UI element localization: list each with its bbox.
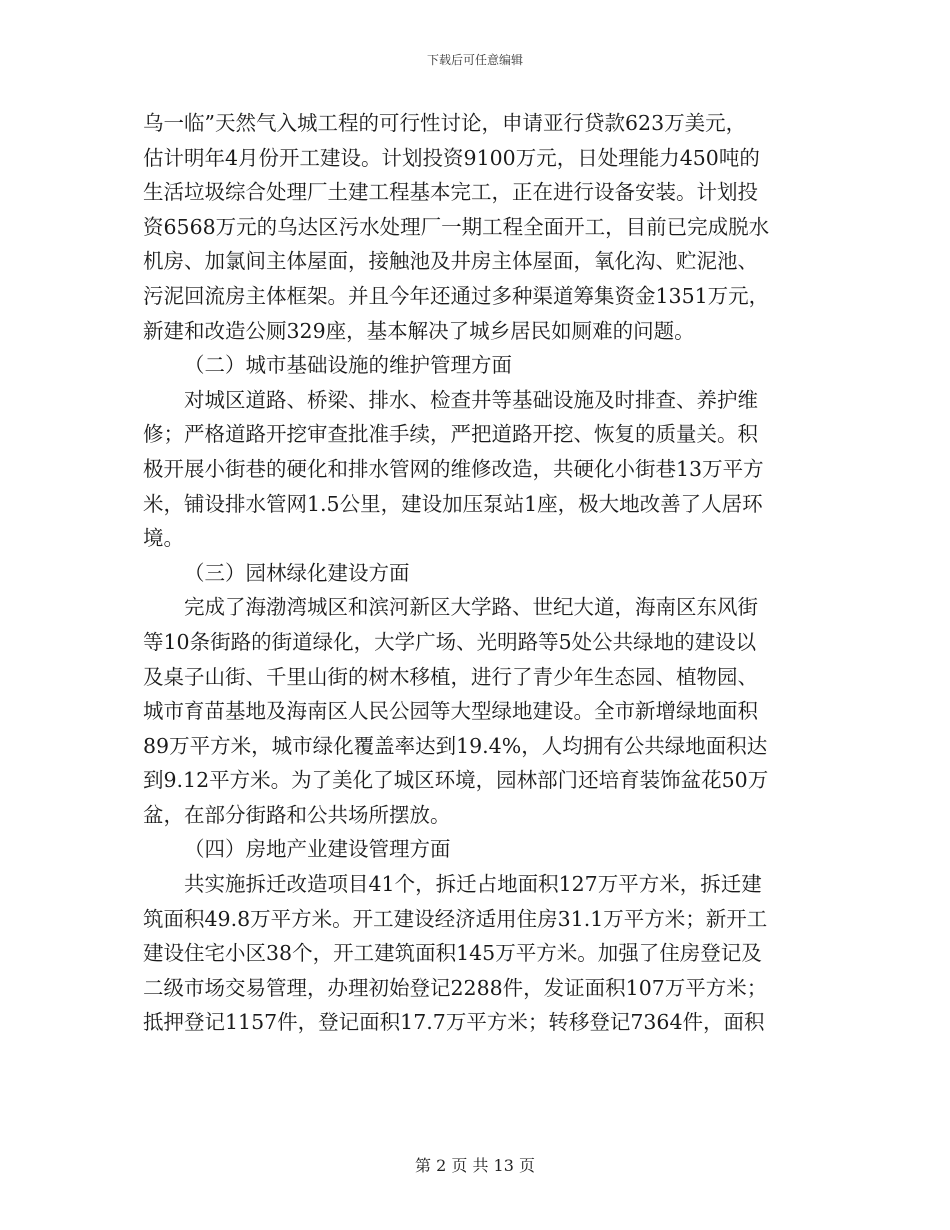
text-line: 新建和改造公厕329座，基本解决了城乡居民如厕难的问题。	[143, 318, 695, 343]
text-line: 抵押登记1157件，登记面积17.7万平方米；转移登记7364件，面积	[143, 1010, 765, 1035]
text-line: 极开展小街巷的硬化和排水管网的维修改造，共硬化小街巷13万平方	[143, 456, 764, 481]
text-line: 等10条街路的街道绿化，大学广场、光明路等5处公共绿地的建设以	[143, 629, 757, 654]
text-line: 二级市场交易管理，办理初始登记2288件，发证面积107万平方米；	[143, 975, 768, 1000]
text-line: 乌一临”天然气入城工程的可行性讨论，申请亚行贷款623万美元，	[143, 111, 747, 135]
page-footer: 第 2 页 共 13 页	[415, 1156, 535, 1175]
page-header: 下载后可任意编辑	[426, 53, 523, 67]
text-line: （四）房地产业建设管理方面	[184, 837, 451, 862]
text-line: 盆，在部分街路和公共场所摆放。	[143, 802, 451, 827]
text-line: 及桌子山街、千里山街的树木移植，进行了青少年生态园、植物园、	[143, 664, 758, 689]
text-line: 89万平方米，城市绿化覆盖率达到19.4%，人均拥有公共绿地面积达	[143, 733, 768, 758]
text-line: 完成了海渤湾城区和滨河新区大学路、世纪大道，海南区东风街	[184, 595, 758, 620]
text-line: （二）城市基础设施的维护管理方面	[184, 353, 512, 378]
text-line: 估计明年4月份开工建设。计划投资9100万元，日处理能力450吨的	[143, 145, 760, 170]
document-body	[143, 106, 813, 1040]
text-line: 共实施拆迁改造项目41个，拆迁占地面积127万平方米，拆迁建	[184, 872, 762, 897]
text-line: 机房、加氯间主体屋面，接触池及井房主体屋面，氧化沟、贮泥池、	[143, 249, 758, 274]
text-line: 米，铺设排水管网1.5公里，建设加压泵站1座，极大地改善了人居环	[143, 491, 763, 516]
text-line: 污泥回流房主体框架。并且今年还通过多种渠道筹集资金1351万元，	[143, 283, 770, 308]
text-line: 到9.12平方米。为了美化了城区环境，园林部门还培育装饰盆花50万	[143, 768, 769, 793]
text-line: 境。	[143, 526, 184, 551]
text-line: 建设住宅小区38个，开工建筑面积145万平方米。加强了住房登记及	[143, 941, 762, 966]
text-line: 资6568万元的乌达区污水处理厂一期工程全面开工，目前已完成脱水	[143, 214, 770, 239]
text-line: 筑面积49.8万平方米。开工建设经济适用住房31.1万平方米；新开工	[143, 906, 768, 931]
text-line: 生活垃圾综合处理厂土建工程基本完工，正在进行设备安装。计划投	[143, 180, 758, 205]
text-line: 城市育苗基地及海南区人民公园等大型绿地建设。全市新增绿地面积	[143, 699, 758, 724]
text-line: 修；严格道路开挖审查批准手续，严把道路开挖、恢复的质量关。积	[143, 422, 758, 447]
text-line: （三）园林绿化建设方面	[184, 560, 410, 585]
text-line: 对城区道路、桥梁、排水、检查井等基础设施及时排查、养护维	[184, 387, 758, 412]
